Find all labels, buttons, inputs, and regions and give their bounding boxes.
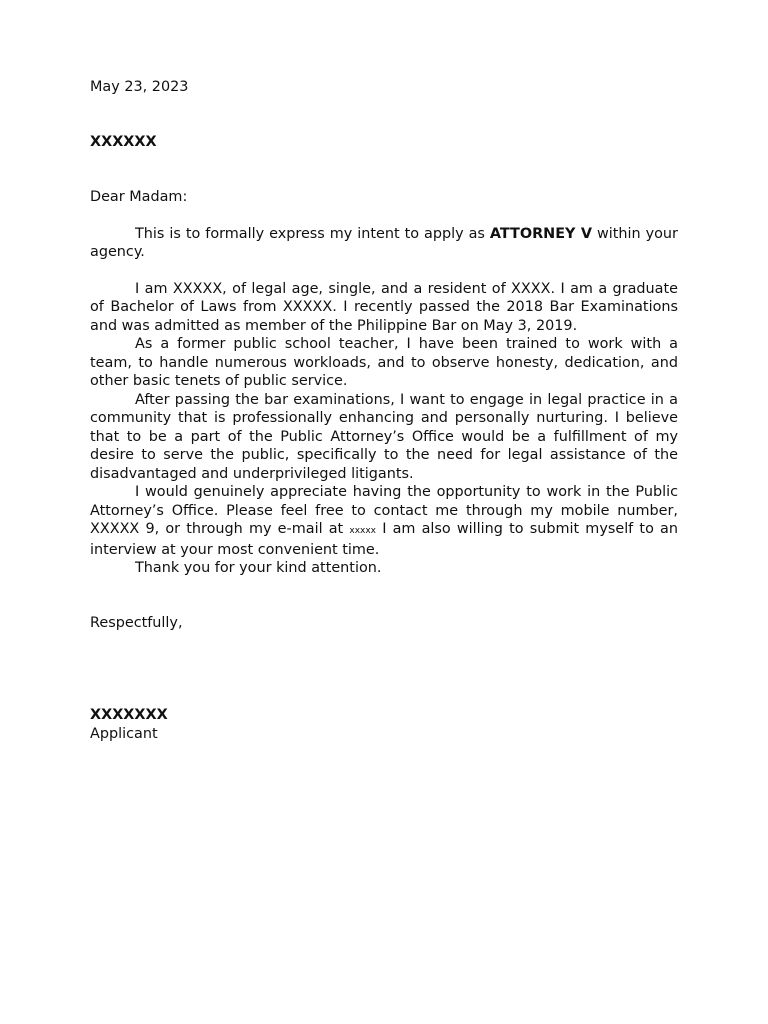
letter-date: May 23, 2023 bbox=[90, 79, 189, 95]
contact-text-before: I would genuinely appreciate having the opportunity to work in the Public Attorney’s Office. Please feel free to contact me through my mobile number, XXXXX 9, or through my e-mail at bbox=[90, 484, 678, 537]
experience-paragraph: As a former public school teacher, I have been trained to work with a team, to handle numerous workloads, and to observe honesty, dedication, and other basic tenets of public service. bbox=[90, 336, 678, 389]
background-paragraph: I am XXXXX, of legal age, single, and a resident of XXXX. I am a graduate of Bachelor of Laws from XXXXX. I recently passed the 2018 Bar Examinations and was admitted as member of the Philippine Bar on May 3, 2019. bbox=[90, 280, 678, 334]
recipient-name: XXXXXX bbox=[90, 133, 157, 150]
salutation: Dear Madam: bbox=[90, 189, 188, 205]
thanks-paragraph: Thank you for your kind attention. bbox=[135, 560, 382, 576]
contact-paragraph bbox=[90, 483, 678, 559]
motivation-paragraph: After passing the bar examinations, I want to engage in legal practice in a community that is professionally enhancing and personally nurturing. I believe that to be a part of the Public Attorney’s Office would be a fulfillment of my desire to serve the public, specifically to the need for legal assistance of the disadvantaged and underprivileged litigants. bbox=[90, 391, 678, 482]
contact-text-after: I am also willing to submit myself to an interview at your most convenient time. bbox=[90, 521, 678, 558]
intent-text-after: within your agency. bbox=[90, 225, 678, 260]
intent-paragraph bbox=[90, 225, 678, 262]
signature-name: XXXXXXX bbox=[90, 707, 168, 723]
position-title: ATTORNEY V bbox=[489, 225, 593, 242]
email-address: xxxxx bbox=[349, 526, 377, 536]
signature-title: Applicant bbox=[90, 725, 158, 742]
closing: Respectfully, bbox=[90, 614, 183, 631]
letter-page bbox=[90, 78, 678, 743]
intent-text-before: This is to formally express my intent to apply as bbox=[135, 225, 490, 242]
